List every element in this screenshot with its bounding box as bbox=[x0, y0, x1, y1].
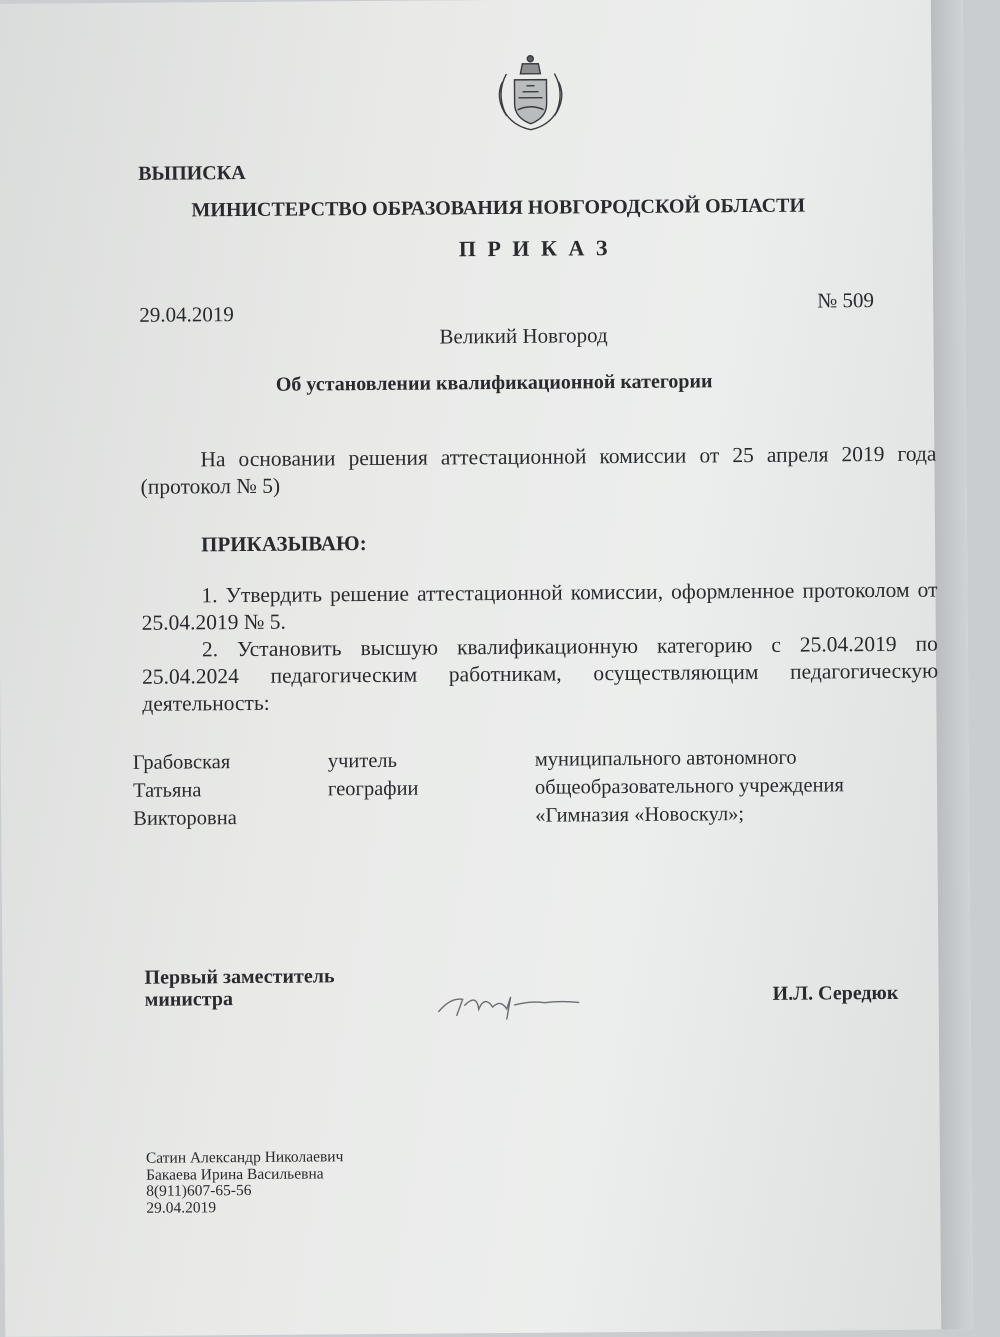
ministry-name: МИНИСТЕРСТВО ОБРАЗОВАНИЯ НОВГОРОДСКОЙ ОБЛАСТИ bbox=[191, 194, 806, 222]
handwritten-signature bbox=[435, 984, 585, 1025]
order-subject: Об установлении квалификационной категории bbox=[275, 370, 713, 396]
employee-first-name: Татьяна bbox=[132, 779, 202, 802]
signer-title bbox=[144, 965, 334, 1010]
position-line-2: географии bbox=[327, 777, 419, 801]
order-title: П Р И К А З bbox=[458, 235, 611, 262]
footer-line-2: Бакаева Ирина Васильевна bbox=[145, 1164, 324, 1184]
footer-line-3: 8(911)607-65-56 bbox=[146, 1181, 252, 1200]
order-item-1: 1. Утвердить решение аттестационной комиссии, оформленное протоколом от 25.04.2019 № 5. bbox=[141, 577, 938, 635]
position-line-1: учитель bbox=[327, 749, 398, 773]
document-heading: ВЫПИСКА bbox=[138, 161, 246, 185]
organization-line-3: «Гимназия «Новоскул»; bbox=[535, 803, 745, 827]
organization-line-2: общеобразовательного учреждения bbox=[534, 774, 844, 799]
footer-line-4: 29.04.2019 bbox=[146, 1198, 217, 1217]
order-number: № 509 bbox=[817, 288, 875, 313]
order-word: ПРИКАЗЫВАЮ: bbox=[200, 531, 367, 557]
signer-title-line-1: Первый заместитель bbox=[144, 965, 335, 989]
signer-title-line-2: министра bbox=[144, 988, 234, 1011]
employee-name bbox=[133, 748, 237, 833]
employee-position bbox=[328, 747, 419, 804]
order-item-2: 2. Установить высшую квалификационную категорию с 25.04.2019 по 25.04.2024 педагогическим работникам, осуществляющим педагогическую деятельность: bbox=[142, 631, 939, 716]
order-city: Великий Новгород bbox=[439, 323, 608, 349]
footer-line-1: Сатин Александр Николаевич bbox=[145, 1148, 344, 1167]
footer-contacts bbox=[146, 1149, 344, 1217]
employee-patronymic: Викторовна bbox=[133, 807, 237, 830]
employee-surname: Грабовская bbox=[132, 751, 231, 774]
organization-line-1: муниципального автономного bbox=[534, 746, 797, 771]
order-date: 29.04.2019 bbox=[139, 302, 234, 327]
preamble-paragraph: На основании решения аттестационной комиссии от 25 апреля 2019 года (протокол № 5) bbox=[140, 441, 937, 499]
employee-organization bbox=[535, 743, 845, 829]
signer-name: И.Л. Середюк bbox=[772, 981, 899, 1005]
coat-of-arms-emblem bbox=[492, 51, 569, 132]
